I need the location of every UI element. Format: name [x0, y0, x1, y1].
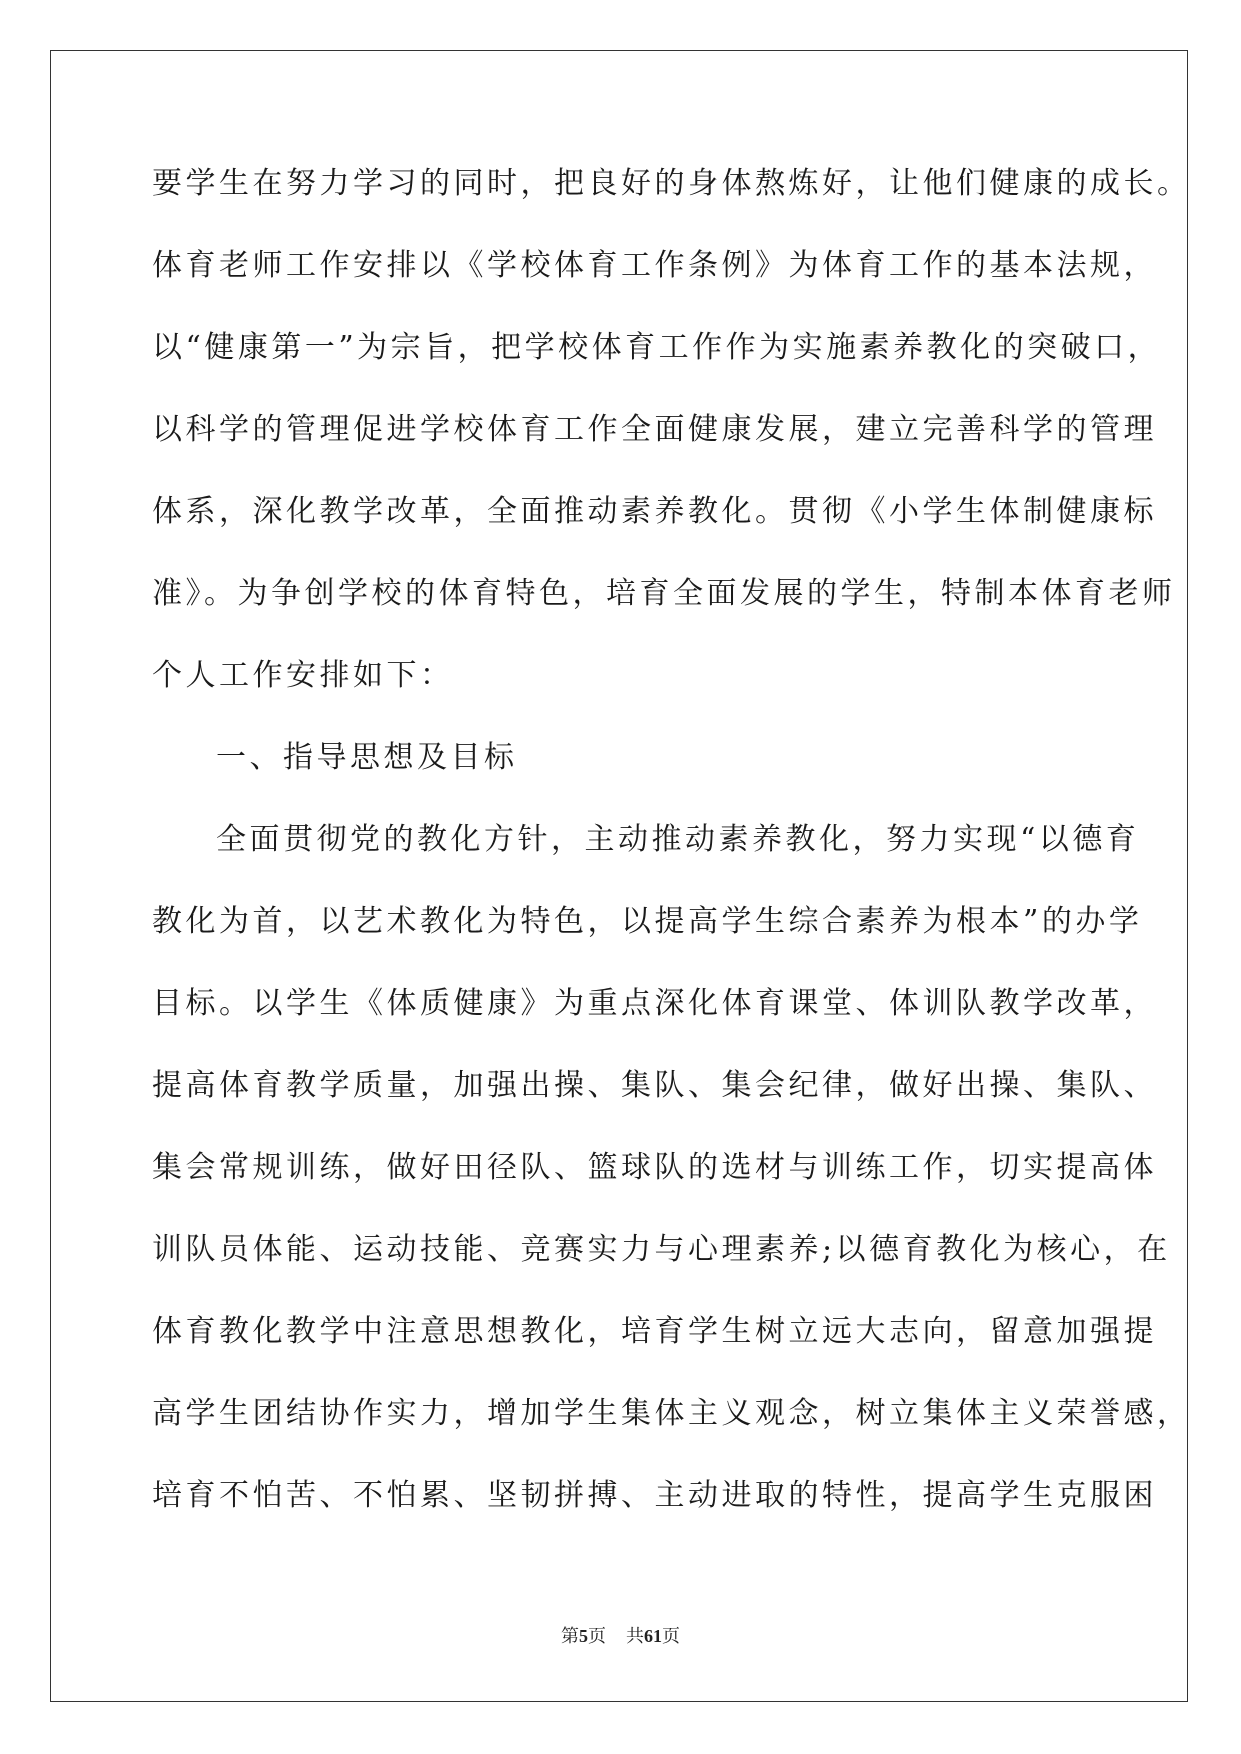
- total-pages: 61: [644, 1626, 662, 1646]
- text-line: 教化为首，以艺术教化为特色，以提高学生综合素养为根本”的办学: [152, 904, 1143, 939]
- text-line: 准》。为争创学校的体育特色，培育全面发展的学生，特制本体育老师: [152, 576, 1176, 611]
- text-line: 体育教化教学中注意思想教化，培育学生树立远大志向，留意加强提: [152, 1314, 1157, 1349]
- text-line: 要学生在努力学习的同时，把良好的身体熬炼好，让他们健康的成长。: [152, 166, 1191, 201]
- section-heading: 一、指导思想及目标: [216, 740, 518, 775]
- page-prefix: 第: [561, 1626, 579, 1646]
- page-suffix: 页: [588, 1626, 606, 1646]
- text-line: 个人工作安排如下：: [152, 658, 454, 693]
- text-line: 体育老师工作安排以《学校体育工作条例》为体育工作的基本法规，: [152, 248, 1157, 283]
- text-line: 培育不怕苦、不怕累、坚韧拼搏、主动进取的特性，提高学生克服困: [152, 1478, 1157, 1513]
- text-line: 全面贯彻党的教化方针，主动推动素养教化，努力实现“以德育: [216, 822, 1140, 857]
- document-body: [152, 158, 1191, 1552]
- total-suffix: 页: [662, 1626, 680, 1646]
- page-number: 5: [579, 1626, 588, 1646]
- text-line: 训队员体能、运动技能、竞赛实力与心理素养;以德育教化为核心，在: [152, 1232, 1171, 1267]
- text-line: 以科学的管理促进学校体育工作全面健康发展，建立完善科学的管理: [152, 412, 1157, 447]
- total-prefix: 共: [626, 1626, 644, 1646]
- text-line: 高学生团结协作实力，增加学生集体主义观念，树立集体主义荣誉感，: [152, 1396, 1191, 1431]
- text-line: 以“健康第一”为宗旨，把学校体育工作作为实施素养教化的突破口，: [152, 330, 1162, 365]
- text-line: 目标。以学生《体质健康》为重点深化体育课堂、体训队教学改革，: [152, 986, 1157, 1021]
- text-line: 提高体育教学质量，加强出操、集队、集会纪律，做好出操、集队、: [152, 1068, 1157, 1103]
- page-footer: [0, 1622, 1241, 1648]
- text-line: 体系，深化教学改革，全面推动素养教化。贯彻《小学生体制健康标: [152, 494, 1157, 529]
- text-line: 集会常规训练，做好田径队、篮球队的选材与训练工作，切实提高体: [152, 1150, 1157, 1185]
